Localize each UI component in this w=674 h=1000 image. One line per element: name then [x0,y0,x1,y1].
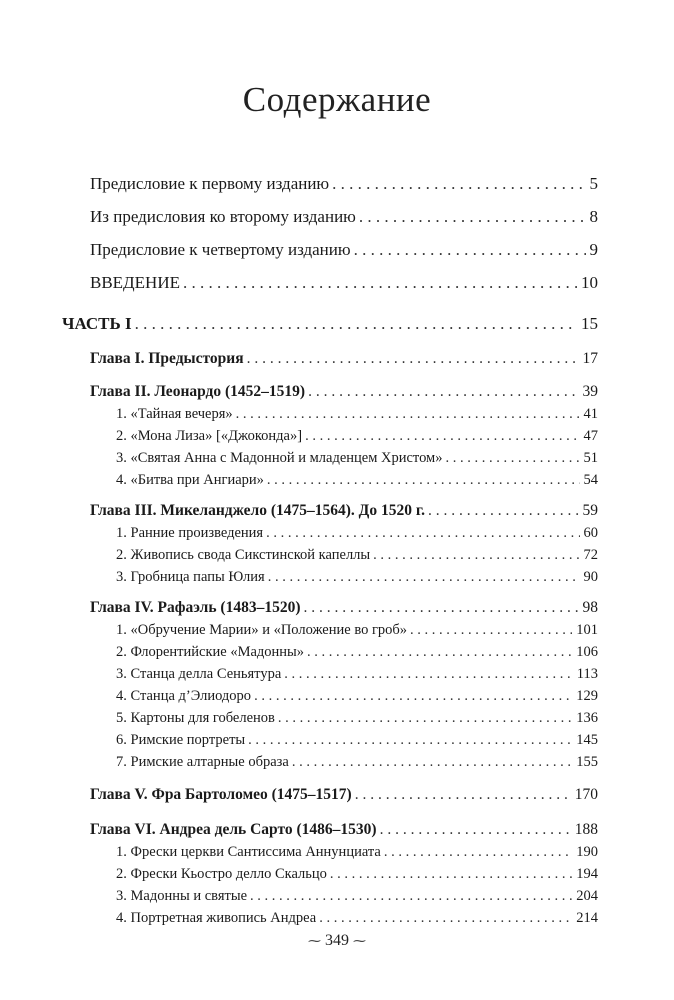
dot-leader [410,622,572,639]
toc-entry-title: ЧАСТЬ I [62,314,132,333]
ornament-right-icon: ⁓ [353,933,366,948]
toc-entry-preface-1[interactable] [90,174,598,194]
toc-entry-title: Глава I. Предыстория [90,350,244,367]
toc-entry-page: 54 [583,472,598,488]
toc-entry-page: 145 [576,732,598,748]
dot-leader [266,525,579,542]
toc-entry-section[interactable] [116,547,598,564]
toc-entry-title: 1. «Обручение Марии» и «Положение во гроб» [116,622,408,638]
toc-entry-part-1[interactable] [62,314,598,334]
toc-entry-section[interactable] [116,450,598,467]
toc-entry-title: Из предисловия ко второму изданию [90,207,356,226]
toc-entry-page: 101 [576,622,598,638]
dot-leader [359,207,586,227]
dot-leader [278,710,572,727]
toc-entry-title: 5. Картоны для гобеленов [116,710,275,726]
toc-entry-section[interactable] [116,888,598,905]
toc-entry-chapter-3[interactable] [90,502,598,520]
toc-entry-preface-3[interactable] [90,240,598,260]
ornament-left-icon: ⁓ [308,933,321,948]
dot-leader [380,821,571,839]
dot-leader [330,866,572,883]
dot-leader [135,314,577,334]
toc-entry-section[interactable] [116,644,598,661]
toc-entry-page: 51 [583,450,598,466]
toc-entry-title: 2. Флорентийские «Мадонны» [116,644,305,660]
toc-entry-page: 15 [581,314,598,333]
toc-entry-page: 113 [576,666,598,682]
toc-entry-title: Глава IV. Рафаэль (1483–1520) [90,599,301,616]
dot-leader [384,844,572,861]
toc-entry-section[interactable] [116,622,598,639]
toc-entry-page: 136 [576,710,598,726]
toc-entry-title: Глава V. Фра Бартоломео (1475–1517) [90,786,352,803]
toc-entry-section[interactable] [116,732,598,749]
dot-leader [248,732,572,749]
toc-entry-title: 1. Ранние произведения [116,525,264,541]
toc-entry-page: 214 [576,910,598,926]
toc-entry-title: 4. Портретная живопись Андреа [116,910,317,926]
toc-entry-title: 6. Римские портреты [116,732,246,748]
toc-entry-title: 2. Живопись свода Сикстинской капеллы [116,547,371,563]
toc-entry-title: 3. «Святая Анна с Мадонной и младенцем Христом» [116,450,443,466]
toc-entry-title: 1. «Тайная вечеря» [116,406,233,422]
toc-entry-chapter-4[interactable] [90,599,598,617]
toc-entry-title: 3. Станца делла Сеньятура [116,666,282,682]
toc-entry-page: 39 [582,383,598,400]
toc-entry-title: 2. Фрески Кьостро делло Скальцо [116,866,327,882]
toc-entry-page: 190 [576,844,598,860]
toc-entry-title: 4. Станца д’Элиодоро [116,688,252,704]
toc-entry-title: Глава II. Леонардо (1452–1519) [90,383,306,400]
toc-entry-section[interactable] [116,844,598,861]
toc-entry-title: Предисловие к четвертому изданию [90,240,351,259]
toc-entry-chapter-2[interactable] [90,383,598,401]
toc-entry-page: 9 [589,240,598,259]
dot-leader [305,428,579,445]
toc-entry-page: 41 [583,406,598,422]
toc-entry-section[interactable] [116,428,598,445]
toc-entry-chapter-5[interactable] [90,786,598,804]
dot-leader [268,569,580,586]
dot-leader [354,240,586,260]
toc-entry-title: Предисловие к первому изданию [90,174,330,193]
dot-leader [307,644,572,661]
toc-entry-page: 129 [576,688,598,704]
toc-entry-section[interactable] [116,910,598,927]
dot-leader [428,502,579,520]
toc-entry-section[interactable] [116,866,598,883]
dot-leader [373,547,579,564]
toc-entry-page: 72 [583,547,598,563]
toc-entry-title: 3. Мадонны и святые [116,888,248,904]
dot-leader [308,383,578,401]
toc-entry-title: Глава VI. Андреа дель Сарто (1486–1530) [90,821,377,838]
toc-entry-page: 8 [589,207,598,226]
dot-leader [254,688,572,705]
toc-entry-section[interactable] [116,666,598,683]
dot-leader [250,888,572,905]
toc-entry-page: 59 [582,502,598,519]
toc-entry-title: 1. Фрески церкви Сантиссима Аннунциата [116,844,381,860]
dot-leader [445,450,579,467]
toc-entry-page: 17 [582,350,598,367]
toc-entry-title: 3. Гробница папы Юлия [116,569,265,585]
dot-leader [319,910,572,927]
toc-entry-chapter-1[interactable] [90,350,598,368]
toc-entry-title: Глава III. Микеланджело (1475–1564). До 1520 г. [90,502,425,519]
dot-leader [292,754,572,771]
toc-entry-section[interactable] [116,569,598,586]
toc-entry-section[interactable] [116,472,598,489]
toc-entry-page: 98 [582,599,598,616]
toc-entry-page: 10 [581,273,598,292]
toc-entry-section[interactable] [116,688,598,705]
toc-entry-page: 90 [583,569,598,585]
dot-leader [183,273,577,293]
toc-entry-page: 47 [583,428,598,444]
page-title: Содержание [242,80,432,119]
page-number: 349 [325,932,349,949]
toc-entry-section[interactable] [116,710,598,727]
toc-entry-title: 7. Римские алтарные образа [116,754,289,770]
toc-entry-introduction[interactable] [90,273,598,293]
toc-entry-page: 106 [576,644,598,660]
toc-entry-section[interactable] [116,525,598,542]
toc-entry-page: 170 [574,786,598,803]
toc-entry-page: 204 [576,888,598,904]
dot-leader [303,599,578,617]
page-footer [0,932,674,950]
toc-entry-page: 155 [576,754,598,770]
dot-leader [236,406,580,423]
toc-entry-title: 2. «Мона Лиза» [«Джоконда»] [116,428,303,444]
dot-leader [247,350,579,368]
toc-entry-title: 4. «Битва при Ангиари» [116,472,264,488]
dot-leader [332,174,585,194]
toc-entry-chapter-6[interactable] [90,821,598,839]
toc-entry-page: 194 [576,866,598,882]
toc-entry-preface-2[interactable] [90,207,598,227]
dot-leader [355,786,571,804]
toc-entry-section[interactable] [116,754,598,771]
dot-leader [267,472,580,489]
toc-entry-page: 188 [574,821,598,838]
toc-entry-page: 60 [583,525,598,541]
toc-entry-title: ВВЕДЕНИЕ [90,273,180,292]
dot-leader [284,666,573,683]
toc-entry-section[interactable] [116,406,598,423]
toc-entry-page: 5 [589,174,598,193]
